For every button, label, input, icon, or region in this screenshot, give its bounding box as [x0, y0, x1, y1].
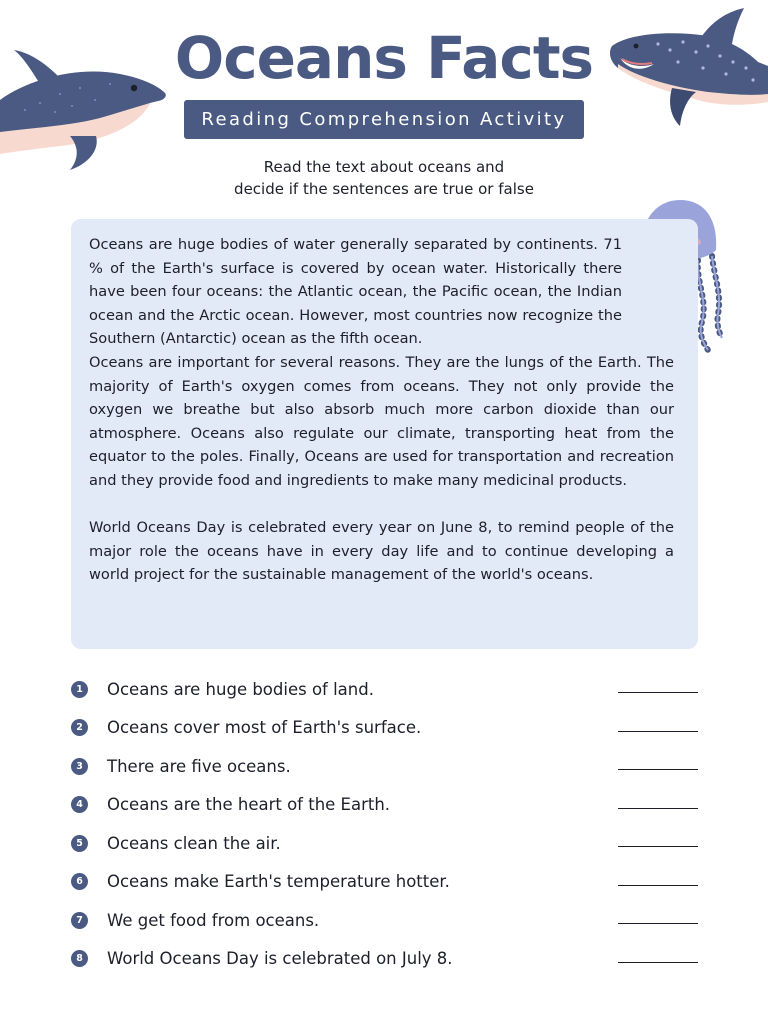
- question-text: We get food from oceans.: [107, 910, 320, 930]
- question-number-badge: 3: [71, 758, 88, 775]
- question-text: There are five oceans.: [107, 756, 291, 776]
- question-item: [71, 940, 698, 979]
- answer-blank[interactable]: [618, 846, 698, 847]
- question-text: Oceans are huge bodies of land.: [107, 679, 374, 699]
- question-text: Oceans make Earth's temperature hotter.: [107, 872, 450, 892]
- question-number-badge: 7: [71, 912, 88, 929]
- question-item: [71, 786, 698, 825]
- question-number-badge: 8: [71, 950, 88, 967]
- question-item: [71, 863, 698, 902]
- reading-passage: [89, 233, 674, 587]
- question-number-badge: 4: [71, 796, 88, 813]
- question-item: [71, 747, 698, 786]
- passage-paragraph-2: World Oceans Day is celebrated every year on June 8, to remind people of the major role the oceans have in every day life and to continue developing a world project for the sustainable management of the world's oceans.: [89, 519, 674, 584]
- answer-blank[interactable]: [618, 769, 698, 770]
- answer-blank[interactable]: [618, 885, 698, 886]
- passage-paragraph-1a: Oceans are huge bodies of water generally separated by continents. 71 % of the Earth's surface is covered by ocean water. Historically there have been four oceans: the Atlantic ocean, the Pacific ocean, the Indian ocean and the Arctic ocean. However, most countries now recognize the Southern (Antarctic) ocean as the fifth ocean.: [89, 236, 622, 348]
- question-number-badge: 2: [71, 719, 88, 736]
- instructions: [0, 156, 768, 200]
- instructions-line-1: Read the text about oceans and: [263, 158, 505, 176]
- answer-blank[interactable]: [618, 808, 698, 809]
- answer-blank[interactable]: [618, 962, 698, 963]
- instructions-line-2: decide if the sentences are true or false: [234, 180, 534, 198]
- question-text: Oceans cover most of Earth's surface.: [107, 718, 422, 738]
- answer-blank[interactable]: [618, 731, 698, 732]
- subtitle-text: Reading Comprehension Activity: [201, 109, 567, 130]
- question-text: World Oceans Day is celebrated on July 8.: [107, 949, 453, 969]
- answer-blank[interactable]: [618, 923, 698, 924]
- question-number-badge: 5: [71, 835, 88, 852]
- passage-paragraph-1b: Oceans are important for several reasons. They are the lungs of the Earth. The majority of Earth's oxygen comes from oceans. They not only provide the oxygen we breathe but also absorb much more carbon dioxide than our atmosphere. Oceans also regulate our climate, transporting heat from the equator to the poles. Finally, Oceans are used for transportation and recreation and they provide food and ingredients to make many medicinal products.: [89, 353, 674, 489]
- question-list: [71, 670, 698, 978]
- question-item: [71, 709, 698, 748]
- question-item: [71, 670, 698, 709]
- question-item: [71, 824, 698, 863]
- subtitle-banner: [184, 100, 584, 139]
- question-number-badge: 1: [71, 681, 88, 698]
- question-text: Oceans are the heart of the Earth.: [107, 795, 391, 815]
- question-number-badge: 6: [71, 873, 88, 890]
- question-text: Oceans clean the air.: [107, 833, 281, 853]
- question-item: [71, 901, 698, 940]
- answer-blank[interactable]: [618, 692, 698, 693]
- page-title: Oceans Facts: [174, 24, 594, 92]
